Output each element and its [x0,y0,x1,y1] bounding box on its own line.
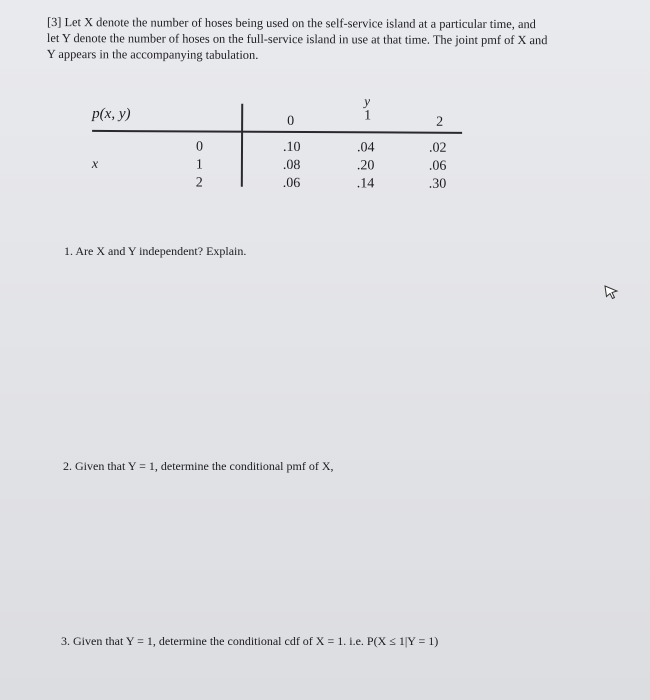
x-value-2: 2 [195,175,203,191]
table-cell: .06 [428,158,447,174]
y-value-0: 0 [287,113,295,129]
x-axis-label: x [91,156,99,172]
table-cell: .02 [428,140,447,156]
table-cell: .30 [428,176,447,192]
x-value-1: 1 [195,157,203,173]
table-cell: .20 [356,158,375,174]
table-cell: .14 [356,176,375,192]
joint-pmf-table [0,0,650,232]
table-corner-label: p(x, y) [92,105,131,123]
question-1: 1. Are X and Y independent? Explain. [64,244,247,258]
question-2: 2. Given that Y = 1, determine the conditional pmf of X, [63,459,334,473]
y-value-1: 1 [364,108,372,124]
table-cell: .06 [282,175,301,192]
table-cell: .10 [282,139,301,156]
y-value-2: 2 [436,114,444,130]
x-value-0: 0 [195,139,204,155]
table-cell: .08 [282,157,301,174]
intro-line-1: [3] Let X denote the number of hoses being used on the self-service island at a particular time, and [46,14,536,32]
y-axis-label: y [364,93,371,109]
table-header-rule [92,130,462,134]
table-row-label-rule [241,104,243,187]
table-cell: .04 [356,140,375,156]
intro-line-2: let Y denote the number of hoses on the full-service island in use at that time. The joint pmf of X and [46,30,548,48]
mouse-pointer-icon [603,284,619,305]
intro-line-3: Y appears in the accompanying tabulation. [46,46,259,62]
question-3: 3. Given that Y = 1, determine the conditional cdf of X = 1. i.e. P(X ≤ 1|Y = 1) [61,634,439,648]
